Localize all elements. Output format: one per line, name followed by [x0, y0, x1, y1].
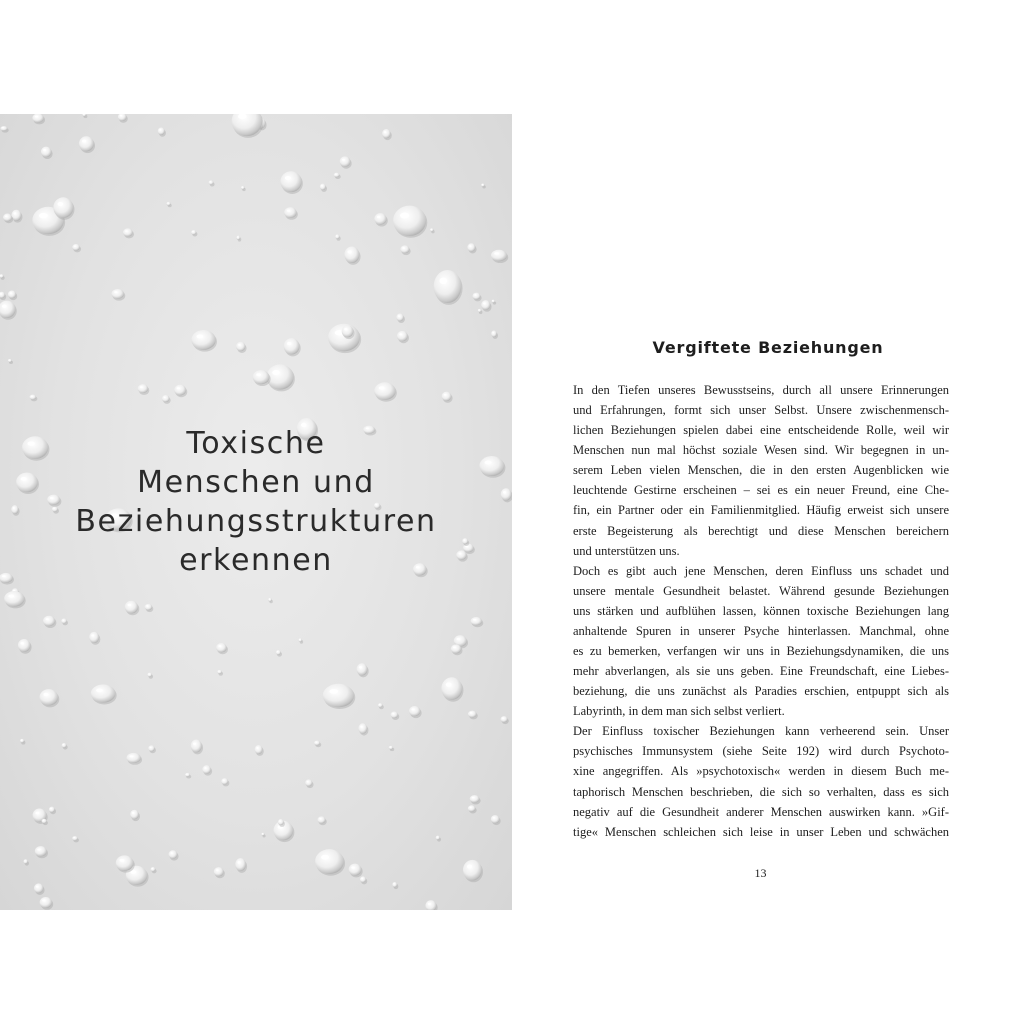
body-text-line: serem Leben vielen Menschen, die in den ersten Augenblicken wie: [573, 463, 949, 478]
water-drop: [491, 330, 497, 337]
water-drop: [357, 663, 368, 675]
body-text: [573, 380, 949, 842]
water-drop: [89, 632, 99, 643]
water-drop: [116, 855, 134, 870]
water-drop: [315, 849, 344, 874]
body-text-line: und Erfahrungen, formt sich unser Selbst. Unsere zwischenmensch-: [573, 403, 949, 418]
water-drop: [53, 197, 73, 218]
water-drop: [472, 293, 480, 300]
water-drop: [169, 850, 178, 859]
body-text-line: fin, ein Partner oder ein Familienmitglied. Häufig erweist sich unsere: [573, 503, 949, 518]
water-drop: [8, 290, 16, 298]
water-drop: [61, 619, 67, 624]
water-drop: [284, 207, 297, 218]
body-text-line: es zu bemerken, verfangen wir uns in Beziehungsdynamiken, die uns: [573, 644, 949, 659]
water-drop: [481, 300, 490, 310]
water-drop: [392, 882, 397, 887]
water-drop: [8, 359, 12, 362]
water-drop: [241, 186, 244, 189]
water-drop: [166, 202, 170, 206]
page-number: 13: [754, 866, 767, 880]
water-drop: [191, 740, 202, 753]
body-text-line: tige« Menschen schleichen sich leise in unser Leben und schwächen: [573, 824, 949, 839]
water-drop: [221, 778, 228, 784]
body-text-line: Der Einfluss toxischer Beziehungen kann verheerend sein. Unser: [573, 724, 949, 739]
body-text-line: anhaltende Spuren in unserer Psyche hinterlassen. Manchmal, ohne: [573, 623, 949, 638]
body-text-line: unsere mentale Gesundheit belastet. Während gesunde Beziehungen: [573, 583, 949, 598]
water-drop: [185, 773, 190, 777]
water-drop: [35, 846, 47, 856]
body-text-line: mehr abverlangen, als sie uns geben. Eine Freundschaft, eine Liebes-: [573, 664, 949, 679]
water-drop: [72, 244, 80, 251]
water-drop: [62, 743, 67, 748]
water-drop: [72, 836, 78, 840]
water-drop: [130, 810, 139, 820]
water-drop: [382, 129, 391, 138]
water-drop: [335, 234, 339, 238]
chapter-title-line: Toxische: [186, 426, 326, 461]
water-drop: [342, 325, 354, 337]
water-drop: [501, 716, 508, 722]
water-drop: [434, 270, 462, 303]
body-text-line: beziehung, die uns zunächst als Paradies erschien, entpuppt sich als: [573, 684, 949, 699]
water-drop: [442, 392, 452, 401]
left-page-water-drops-background: [0, 114, 512, 910]
water-drop: [261, 833, 264, 836]
water-drop: [18, 639, 31, 652]
water-drop: [470, 795, 480, 803]
water-drop: [400, 245, 409, 253]
water-drop: [138, 384, 149, 393]
water-drop: [491, 815, 500, 823]
water-drop: [236, 342, 245, 351]
water-drop: [391, 712, 399, 719]
water-drop: [378, 703, 383, 707]
water-drop: [148, 745, 154, 751]
water-drop: [284, 338, 300, 354]
water-drop: [41, 147, 52, 158]
section-heading: Vergiftete Beziehungen: [652, 338, 884, 357]
water-drop: [267, 364, 294, 389]
water-drop: [268, 598, 271, 602]
water-drop: [409, 706, 420, 716]
body-text-line: leuchtende Gestirne erscheinen – sei es ein neuer Freund, eine Che-: [573, 483, 949, 498]
water-drop: [317, 816, 325, 823]
body-text-line: erste Begeisterung als berechtigt und diese Menschen bereichern: [573, 523, 949, 538]
water-drop: [340, 156, 351, 167]
water-drop: [491, 250, 507, 262]
water-drop: [358, 723, 367, 733]
water-drop: [34, 883, 43, 893]
water-drop: [174, 385, 186, 396]
water-drop: [214, 867, 224, 876]
water-drop: [389, 746, 393, 750]
water-drop: [468, 805, 476, 811]
chapter-title-line: Beziehungsstrukturen: [75, 504, 437, 539]
water-drop: [126, 753, 140, 763]
water-drop: [360, 876, 366, 882]
water-drop: [436, 836, 440, 840]
water-drop: [344, 247, 359, 264]
water-drop: [43, 616, 55, 626]
body-text-line: lichen Beziehungen spielen dabei eine entscheidende Rolle, weil wir: [573, 423, 949, 438]
water-drop: [468, 711, 477, 718]
water-drop: [397, 331, 408, 342]
body-text-line: In den Tiefen unseres Bewusstseins, durch all unsere Erinnerungen: [573, 383, 949, 397]
water-drop: [441, 677, 462, 700]
water-drop: [305, 779, 312, 786]
water-drop: [280, 171, 301, 192]
water-drop: [162, 395, 170, 402]
water-drop: [425, 900, 436, 910]
water-drop: [276, 650, 281, 655]
water-drop: [471, 617, 482, 625]
water-drop: [255, 745, 263, 754]
chapter-title: [0, 424, 512, 580]
water-drop: [278, 819, 284, 825]
body-text-line: Doch es gibt auch jene Menschen, deren Einfluss uns schadet und: [573, 563, 949, 578]
water-drop: [191, 330, 215, 350]
water-drop: [323, 684, 354, 707]
water-drop: [451, 644, 462, 653]
water-drop: [29, 395, 36, 400]
water-drop: [151, 867, 156, 871]
water-drop: [235, 858, 246, 871]
water-drop: [237, 236, 241, 240]
water-drop: [123, 228, 133, 236]
water-drop: [320, 184, 326, 191]
water-drop: [463, 860, 482, 881]
water-drop: [334, 173, 340, 178]
water-drop: [349, 864, 362, 876]
water-drop: [393, 206, 426, 236]
water-drop: [374, 213, 386, 225]
water-drop: [42, 819, 47, 823]
water-drop: [314, 741, 320, 746]
water-drop: [209, 180, 214, 184]
body-text-line: uns stärken und aufblühen lassen, können toxische Beziehungen lang: [573, 603, 949, 618]
water-drop: [20, 739, 24, 743]
body-text-line: psychisches Immunsystem (siehe Seite 192) wird durch Psychoto-: [573, 744, 949, 759]
water-drop: [79, 136, 94, 151]
water-drop: [253, 370, 270, 384]
water-drop: [158, 127, 165, 134]
water-drop: [125, 601, 138, 614]
water-drop: [40, 897, 52, 908]
chapter-title-line: erkennen: [179, 543, 333, 578]
body-text-line: negativ auf die Gesundheit anderer Menschen auswirken kann. »Gif-: [573, 804, 949, 819]
water-drop: [481, 184, 484, 187]
chapter-title-line: Menschen und: [137, 465, 375, 500]
water-drop: [217, 670, 222, 674]
water-drop: [145, 604, 152, 610]
water-drop: [4, 591, 24, 607]
body-text-line: taphorisch Menschen beschrieben, die sich so verhalten, dass es sich: [573, 784, 949, 799]
water-drop: [202, 765, 211, 774]
water-drop: [374, 382, 396, 400]
water-drop: [111, 289, 124, 299]
water-drop: [478, 309, 481, 312]
body-text-line: und unterstützen uns.: [573, 543, 680, 558]
water-drop: [396, 314, 403, 322]
water-drop: [24, 859, 28, 864]
water-drop: [3, 214, 12, 222]
water-drop: [191, 230, 196, 235]
water-drop: [299, 638, 302, 642]
body-text-line: xine angegriffen. Als »psychotoxisch« werden in diesem Buch me-: [573, 764, 949, 779]
water-drop: [216, 643, 227, 652]
water-drop: [39, 689, 58, 705]
water-drop: [467, 243, 475, 251]
water-drop: [91, 684, 116, 702]
water-drop: [492, 300, 495, 303]
water-drop: [0, 126, 7, 131]
water-drop: [430, 228, 433, 231]
water-drop: [49, 807, 55, 813]
body-text-line: Labyrinth, in dem man sich selbst verliert.: [573, 704, 785, 719]
right-page: [512, 114, 1024, 910]
water-drop: [147, 673, 151, 677]
body-text-line: Menschen nun mal höchst soziale Wesen sind. Wir begegnen in un-: [573, 443, 949, 458]
